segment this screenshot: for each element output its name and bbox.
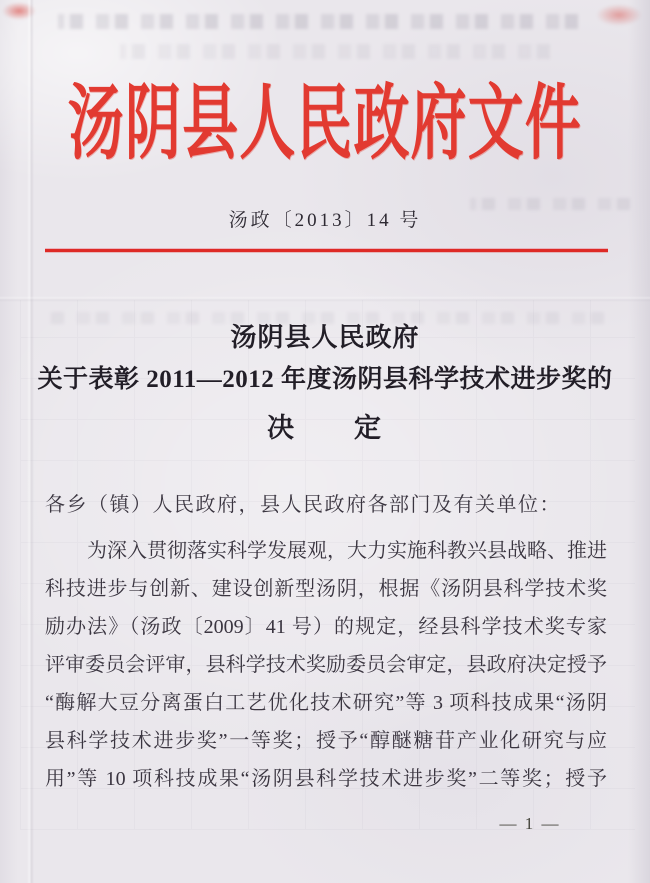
salutation-line: 各乡（镇）人民政府，县人民政府各部门及有关单位：: [45, 494, 561, 516]
red-ink-bleedthrough-mark: [596, 4, 642, 26]
body-line: 科技进步与创新、建设创新型汤阴，根据《汤阴县科学技术奖: [45, 578, 607, 600]
red-ink-bleedthrough-mark: [2, 2, 36, 20]
document-title-line1: 汤阴县人民政府: [230, 323, 420, 352]
letterhead-red-rule: [45, 249, 608, 252]
page-number: — 1 —: [499, 814, 561, 833]
document-body: [45, 486, 607, 798]
document-title-line3: 决 定: [267, 413, 383, 443]
body-line: 评审委员会评审，县科学技术奖励委员会审定，县政府决定授予: [45, 654, 607, 676]
body-line: 为深入贯彻落实科学发展观，大力实施科教兴县战略、推进: [87, 540, 607, 562]
document-number: 汤政〔2013〕14 号: [228, 210, 422, 231]
body-line: 励办法》（汤政〔2009〕41 号）的规定，经县科学技术奖专家: [45, 616, 607, 638]
paper-crease: [0, 296, 650, 302]
letterhead: [0, 62, 650, 170]
reverse-side-text-bleedthrough: [58, 14, 578, 29]
body-line: 县科学技术进步奖”一等奖；授予“醇醚糖苷产业化研究与应: [45, 730, 607, 752]
letterhead-org-title: 汤阴县人民政府文件: [67, 77, 583, 169]
document-title-line2: 关于表彰 2011—2012 年度汤阴县科学技术进步奖的: [37, 366, 613, 393]
body-line: 用”等 10 项科技成果“汤阴县科学技术进步奖”二等奖；授予: [45, 768, 607, 790]
body-line: “酶解大豆分离蛋白工艺优化技术研究”等 3 项科技成果“汤阴: [45, 692, 607, 714]
